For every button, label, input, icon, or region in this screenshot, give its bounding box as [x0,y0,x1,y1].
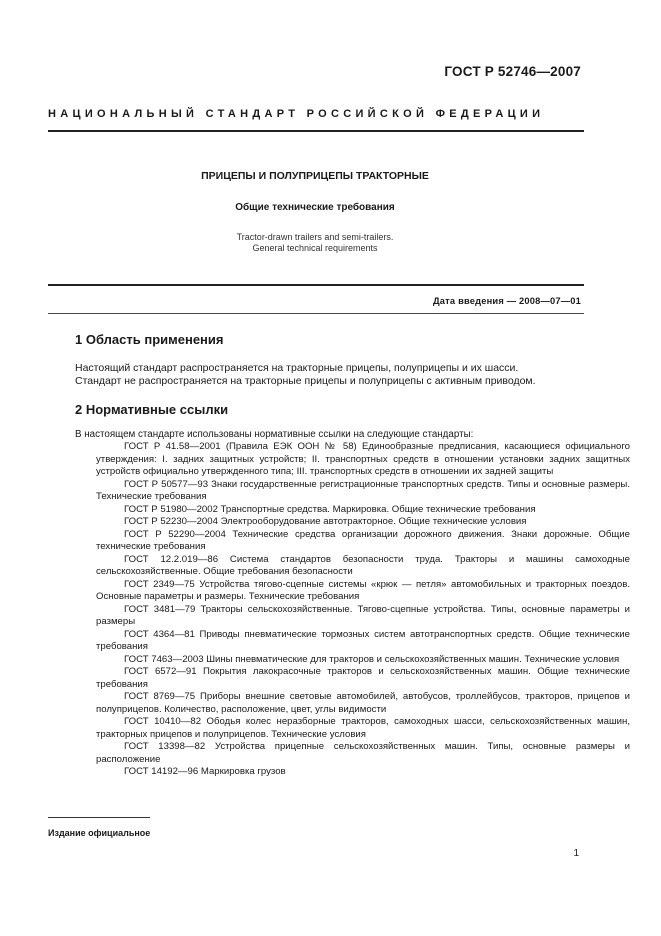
reference-code: ГОСТ Р 41.58—2001 [124,441,226,452]
reference-title: Устройства прицепные сельскохозяйственных машин. Типы, основные размеры и расположение [96,741,630,765]
reference-code: ГОСТ 13398—82 [124,741,215,752]
reference-code: ГОСТ Р 52290—2004 [124,528,233,540]
english-title-line2: General technical requirements [252,243,378,253]
reference-code: ГОСТ 14192—96 [124,766,201,777]
reference-title: Тракторы сельскохозяйственные. Тягово-сцепные устройства. Типы, основные параметры и размеры [96,603,630,627]
section-1-heading: 1 Область применения [75,332,224,347]
page-number: 1 [573,848,579,859]
reference-item [96,441,630,479]
section-1-line2: Стандарт не распространяется на тракторные прицепы и полуприцепы с активным приводом. [75,375,536,387]
reference-title: Электрооборудование автотракторное. Общие технические условия [220,516,527,527]
reference-title: Система стандартов безопасности труда. Тракторы и машины самоходные сельскохозяйственные. Общие требования безопасности [96,553,630,577]
reference-item [96,691,630,716]
standard-subtitle: Общие технические требования [235,202,395,213]
intro-date: Дата введения — 2008—07—01 [432,296,581,306]
reference-title: Приводы пневматические тормозных систем автотранспортных средств. Общие технические требования [96,628,630,652]
reference-item [96,716,630,741]
section-1-line1: Настоящий стандарт распространяется на тракторные прицепы, полуприцепы и их шасси. [75,362,519,374]
reference-title: Транспортные средства. Маркировка. Общие технические требования [220,503,536,515]
reference-title: Технические средства организации дорожного движения. Знаки дорожные. Общие технические требования [96,528,630,552]
reference-item [96,504,630,517]
reference-item [96,766,630,779]
document-number: ГОСТ Р 52746—2007 [444,64,581,79]
reference-item [96,516,630,529]
english-title-line1: Tractor-drawn trailers and semi-trailers. [236,232,394,242]
reference-title: Маркировка грузов [200,766,286,777]
reference-code: ГОСТ 8769—75 [124,691,200,702]
reference-item [96,629,630,654]
reference-item [96,604,630,629]
reference-code: ГОСТ Р 50577—93 [124,478,212,490]
reference-code: ГОСТ 12.2.019—86 [124,553,230,565]
reference-item [96,479,630,504]
reference-title: (Правила ЕЭК ООН № 58) Единообразные предписания, касающиеся официального утверждения: I. задних защитных устройств; II. транспортных средств в отношении установки задних защитных устройств официально утвержденного типа; III. транспортных средств в отношении их задней защиты [96,441,630,477]
date-divider [48,313,584,314]
reference-item [96,666,630,691]
references-list [48,441,631,779]
reference-item [96,529,630,554]
reference-code: ГОСТ Р 51980—2002 [124,503,221,515]
reference-code: ГОСТ 7463—2003 [124,653,207,665]
reference-title: Устройства тягово-сцепные системы «крюк — петля» автомобильных и тракторных поездов. Основные параметры и размеры. Технические требования [96,578,631,602]
reference-item [96,654,630,667]
reference-code: ГОСТ 4364—81 [124,628,200,640]
reference-code: ГОСТ 10410—82 [124,716,207,727]
section-2-intro: В настоящем стандарте использованы нормативные ссылки на следующие стандарты: [75,429,474,440]
reference-title: Шины пневматические для тракторов и сельскохозяйственных машин. Технические условия [206,653,620,665]
reference-item [96,741,630,766]
reference-item [96,554,630,579]
reference-title: Ободья колес неразборные тракторов, самоходных шасси, сельскохозяйственных машин, тракторных прицепов и полуприцепов. Технические условия [96,716,630,740]
title-divider [48,284,584,286]
footer-divider [48,817,150,818]
reference-code: ГОСТ 2349—75 [124,578,200,590]
reference-item [96,579,630,604]
reference-title: Покрытия лакокрасочные тракторов и сельскохозяйственных машин. Общие технические требования [96,666,631,690]
section-2-heading: 2 Нормативные ссылки [75,402,229,417]
reference-code: ГОСТ Р 52230—2004 [124,516,221,527]
reference-title: Приборы внешние световые автомобилей, автобусов, троллейбусов, тракторов, прицепов и полуприцепов. Количество, расположение, цвет, углы видимости [96,691,631,715]
standard-title: ПРИЦЕПЫ И ПОЛУПРИЦЕПЫ ТРАКТОРНЫЕ [201,170,429,182]
top-divider [48,130,584,132]
reference-code: ГОСТ 6572—91 [124,666,203,677]
reference-title: Знаки государственные регистрационные транспортных средств. Типы и основные размеры. Технические требования [96,478,630,502]
national-standard-banner: НАЦИОНАЛЬНЫЙ СТАНДАРТ РОССИЙСКОЙ ФЕДЕРАЦИИ [48,108,545,120]
official-edition-label: Издание официальное [48,828,151,838]
reference-code: ГОСТ 3481—79 [124,603,201,615]
